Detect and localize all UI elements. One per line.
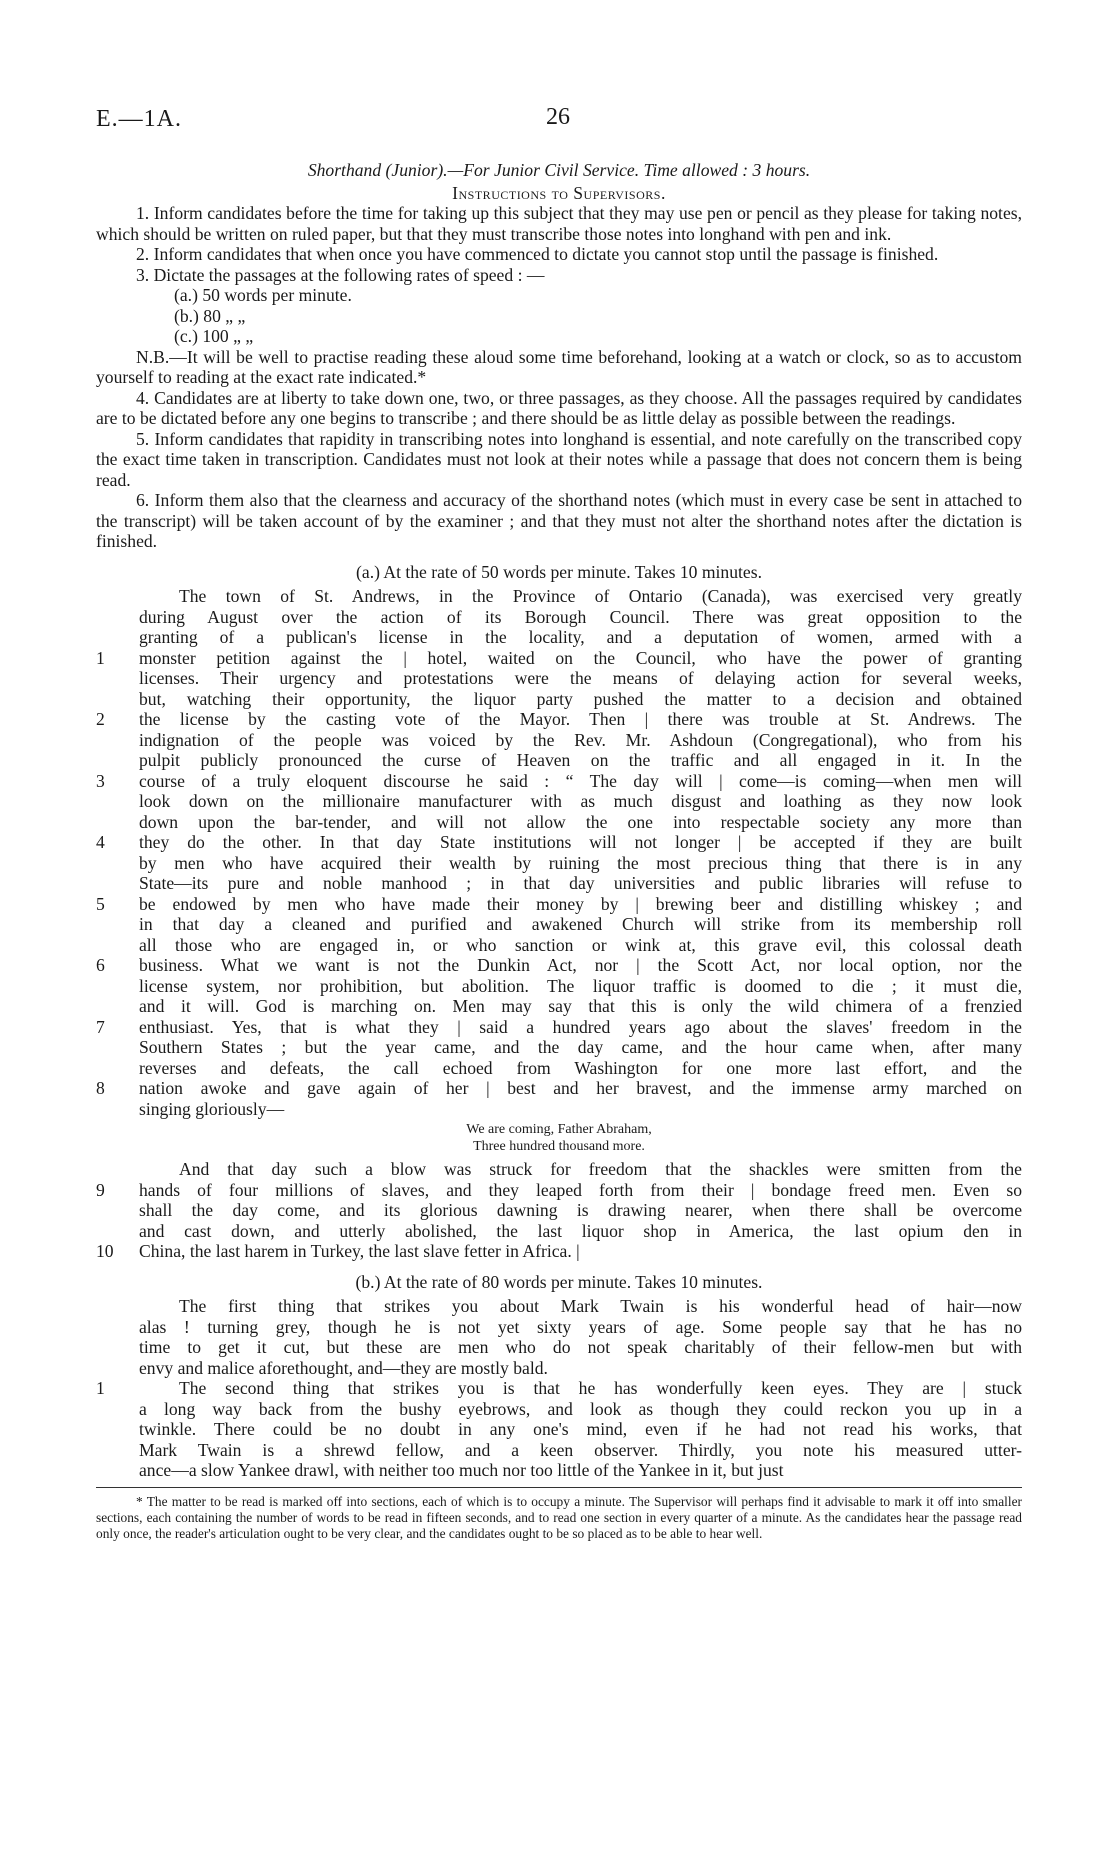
verse — [96, 1121, 1022, 1155]
section-marker-number: 5 — [96, 893, 105, 914]
passage-line — [96, 1179, 1022, 1201]
passage-line-text: hands of four millions of slaves, and they leaped forth from their | bondage freed men. Even so — [139, 1179, 1022, 1200]
passage-a-continued — [96, 1159, 1022, 1262]
passage-line-text: licenses. Their urgency and protestations were the means of delaying action for several weeks, — [139, 668, 1022, 688]
passage-line — [139, 1200, 1022, 1221]
passage-line-text: State—its pure and noble manhood ; in that day universities and public libraries will refuse to — [139, 873, 1022, 893]
nb-note: N.B.—It will be well to practise reading these aloud some time beforehand, looking at a watch or clock, so as to accustom yourself to reading at the exact rate indicated.* — [96, 346, 1022, 387]
instruction-6: 6. Inform them also that the clearness and accuracy of the shorthand notes (which must in every case be sent in attached to the transcript) will be taken account of by the examiner ; and that they must not alter the shorthand notes after the dictation is finished. — [96, 490, 1022, 551]
passage-line-text: Southern States ; but the year came, and the day came, and the hour came when, after many — [139, 1037, 1022, 1057]
passage-line — [139, 791, 1022, 812]
passage-line — [139, 1358, 1022, 1379]
passage-line-text: ance—a slow Yankee drawl, with neither too much nor too little of the Yankee in it, but just — [139, 1460, 784, 1480]
passage-line — [139, 1460, 1022, 1481]
passage-line — [96, 709, 1022, 730]
passage-line-text: The second thing that strikes you is that he has wonderfully keen eyes. They are | stuck — [179, 1378, 1022, 1398]
passage-line — [139, 1440, 1022, 1461]
passage-line-text: indignation of the people was voiced by the Rev. Mr. Ashdoun (Congregational), who from his — [139, 729, 1022, 750]
passage-line-text: pulpit publicly pronounced the curse of Heaven on the traffic and all engaged in it. In the — [139, 750, 1022, 770]
passage-line — [139, 976, 1022, 997]
passage-line-text: the license by the casting vote of the Mayor. Then | there was trouble at St. Andrews. The — [139, 709, 1022, 729]
document-body — [96, 160, 1022, 1542]
passage-line — [139, 586, 1022, 607]
passage-line — [139, 607, 1022, 628]
passage-line — [139, 1337, 1022, 1358]
exam-title: Shorthand (Junior).—For Junior Civil Service. Time allowed : 3 hours. — [307, 160, 811, 180]
passage-line-text: singing gloriously— — [139, 1098, 285, 1119]
document-code: E.—1A. — [96, 106, 182, 132]
passage-line-text: but, watching their opportunity, the liquor party pushed the matter to a decision and obtained — [139, 688, 1022, 709]
passage-line — [139, 1037, 1022, 1058]
passage-line — [139, 914, 1022, 935]
passage-line-text: a long way back from the bushy eyebrows, and look as though they could reckon you up in a — [139, 1398, 1022, 1419]
passage-line-text: And that day such a blow was struck for freedom that the shackles were smitten from the — [179, 1159, 1022, 1179]
verse-line: We are coming, Father Abraham, — [466, 1122, 652, 1137]
section-marker-number: 3 — [96, 770, 105, 791]
passage-line-text: and it will. God is marching on. Men may say that this is only the wild chimera of a frenzied — [139, 996, 1022, 1016]
passage-line — [139, 1399, 1022, 1420]
passage-line-text: twinkle. There could be no doubt in any one's mind, even if he had not read his works, that — [139, 1419, 1022, 1439]
passage-line — [139, 750, 1022, 771]
passage-line — [96, 1378, 1022, 1399]
passage-line-text: license system, nor prohibition, but abolition. The liquor traffic is doomed to die ; it must die, — [139, 975, 1022, 996]
passage-line-text: alas ! turning grey, though he is not yet sixty years of age. Some people say that he has no — [139, 1316, 1022, 1337]
passage-line-text: The town of St. Andrews, in the Province of Ontario (Canada), was exercised very greatly — [179, 586, 1022, 606]
rate-a: (a.) 50 words per minute. — [174, 285, 352, 305]
passage-line-text: be endowed by men who have made their money by | brewing beer and distilling whiskey ; and — [139, 893, 1022, 914]
passage-line-text: nation awoke and gave again of her | best and her bravest, and the immense army marched on — [139, 1078, 1022, 1098]
section-marker-number: 10 — [96, 1241, 114, 1261]
footnote-divider — [96, 1487, 1022, 1488]
section-marker-number: 1 — [96, 647, 105, 668]
section-marker-number: 7 — [96, 1016, 105, 1037]
verse-line: Three hundred thousand more. — [473, 1139, 645, 1154]
section-marker-number: 8 — [96, 1078, 105, 1098]
instruction-2: 2. Inform candidates that when once you have commenced to dictate you cannot stop until the passage is finished. — [136, 244, 939, 264]
rate-b: (b.) 80 „ „ — [174, 305, 246, 326]
passage-line — [139, 668, 1022, 689]
passage-line — [139, 689, 1022, 710]
passage-line-text: during August over the action of its Borough Council. There was great opposition to the — [139, 606, 1022, 627]
passage-line — [139, 1159, 1022, 1180]
passage-line-text: envy and malice aforethought, and—they are mostly bald. — [139, 1357, 548, 1378]
passage-line — [139, 1419, 1022, 1440]
passage-line — [139, 730, 1022, 751]
section-marker-number: 6 — [96, 955, 105, 975]
passage-line-text: course of a truly eloquent discourse he said : “ The day will | come—is coming—when men will — [139, 770, 1022, 791]
instructions-heading: Instructions to Supervisors. — [452, 182, 666, 203]
section-b-heading: (b.) At the rate of 80 words per minute. Takes 10 minutes. — [355, 1271, 763, 1292]
passage-line-text: China, the last harem in Turkey, the last slave fetter in Africa. | — [139, 1241, 580, 1261]
passage-line-text: time to get it cut, but these are men who do not speak charitably of their fellow-men but with — [139, 1337, 1022, 1357]
passage-line — [139, 1221, 1022, 1242]
passage-line — [96, 647, 1022, 669]
passage-line — [139, 1058, 1022, 1079]
passage-line — [96, 1016, 1022, 1038]
passage-line-text: shall the day come, and its glorious dawning is drawing nearer, when there shall be overcome — [139, 1200, 1022, 1220]
section-marker-number: 2 — [96, 709, 105, 729]
instruction-3: 3. Dictate the passages at the following rates of speed : — — [136, 264, 545, 285]
passage-line — [96, 893, 1022, 915]
instruction-4: 4. Candidates are at liberty to take down one, two, or three passages, as they choose. All the passages required by candidates are to be dictated before any one begins to transcribe ; and there should be as little delay as possible between the readings. — [96, 387, 1022, 428]
rate-c: (c.) 100 „ „ — [174, 326, 254, 346]
passage-line — [139, 627, 1022, 648]
passage-b — [96, 1296, 1022, 1481]
section-marker-number: 1 — [96, 1378, 105, 1398]
passage-a — [96, 586, 1022, 1119]
passage-line-text: down upon the bar-tender, and will not allow the one into respectable society any more than — [139, 811, 1022, 832]
section-marker-number: 4 — [96, 832, 105, 852]
passage-line — [96, 1241, 1022, 1262]
passage-line — [139, 1317, 1022, 1338]
instruction-5: 5. Inform candidates that rapidity in transcribing notes into longhand is essential, and note carefully on the transcribed copy the exact time taken in transcription. Candidates must not look at their notes while a passage that does not concern them is being read. — [96, 428, 1022, 490]
passage-line-text: all those who are engaged in, or who sanction or wink at, this grave evil, this colossal death — [139, 934, 1022, 955]
passage-line-text: enthusiast. Yes, that is what they | said a hundred years ago about the slaves' freedom in the — [139, 1016, 1022, 1037]
passage-line — [139, 996, 1022, 1017]
passage-line-text: and cast down, and utterly abolished, the last liquor shop in America, the last opium den in — [139, 1220, 1022, 1241]
passage-line-text: in that day a cleaned and purified and awakened Church will strike from its membership roll — [139, 914, 1022, 934]
passage-line — [139, 853, 1022, 874]
passage-line — [139, 1296, 1022, 1317]
passage-line — [96, 770, 1022, 792]
passage-line-text: monster petition against the | hotel, waited on the Council, who have the power of granting — [139, 647, 1022, 668]
instruction-1: 1. Inform candidates before the time for taking up this subject that they may use pen or pencil as they please for taking notes, which should be written on ruled paper, but that they must transcribe those notes into longhand with pen and ink. — [96, 203, 1022, 244]
passage-line — [96, 832, 1022, 853]
passage-line-text: granting of a publican's license in the locality, and a deputation of women, armed with a — [139, 627, 1022, 647]
passage-line-text: The first thing that strikes you about Mark Twain is his wonderful head of hair—now — [179, 1296, 1022, 1316]
page-number: 26 — [546, 104, 570, 130]
section-marker-number: 9 — [96, 1179, 105, 1200]
passage-line-text: Mark Twain is a shrewd fellow, and a keen observer. Thirdly, you note his measured utter- — [139, 1439, 1022, 1460]
passage-line — [139, 812, 1022, 833]
passage-line — [96, 955, 1022, 976]
passage-line — [139, 935, 1022, 956]
passage-line-text: by men who have acquired their wealth by ruining the most precious thing that there is in any — [139, 852, 1022, 873]
passage-line — [139, 1099, 1022, 1120]
passage-line — [139, 873, 1022, 894]
passage-line-text: look down on the millionaire manufacturer with as much disgust and loathing as they now look — [139, 791, 1022, 811]
passage-line-text: business. What we want is not the Dunkin Act, nor | the Scott Act, nor local option, nor the — [139, 955, 1022, 975]
passage-line — [96, 1078, 1022, 1099]
passage-line-text: they do the other. In that day State institutions will not longer | be accepted if they are built — [139, 832, 1022, 852]
footnote: * The matter to be read is marked off into sections, each of which is to occupy a minute. The Supervisor will perhaps find it advisable to mark it off into smaller sections, each containing the number of words to be read in fifteen seconds, and to read one section in every quarter of a minute. As the candidates hear the passage read only once, the reader's articulation ought to be very clear, and the candidates ought to be so placed as to be able to hear well. — [96, 1493, 1022, 1541]
section-a-heading: (a.) At the rate of 50 words per minute. Takes 10 minutes. — [356, 561, 762, 582]
passage-line-text: reverses and defeats, the call echoed from Washington for one more last effort, and the — [139, 1057, 1022, 1078]
